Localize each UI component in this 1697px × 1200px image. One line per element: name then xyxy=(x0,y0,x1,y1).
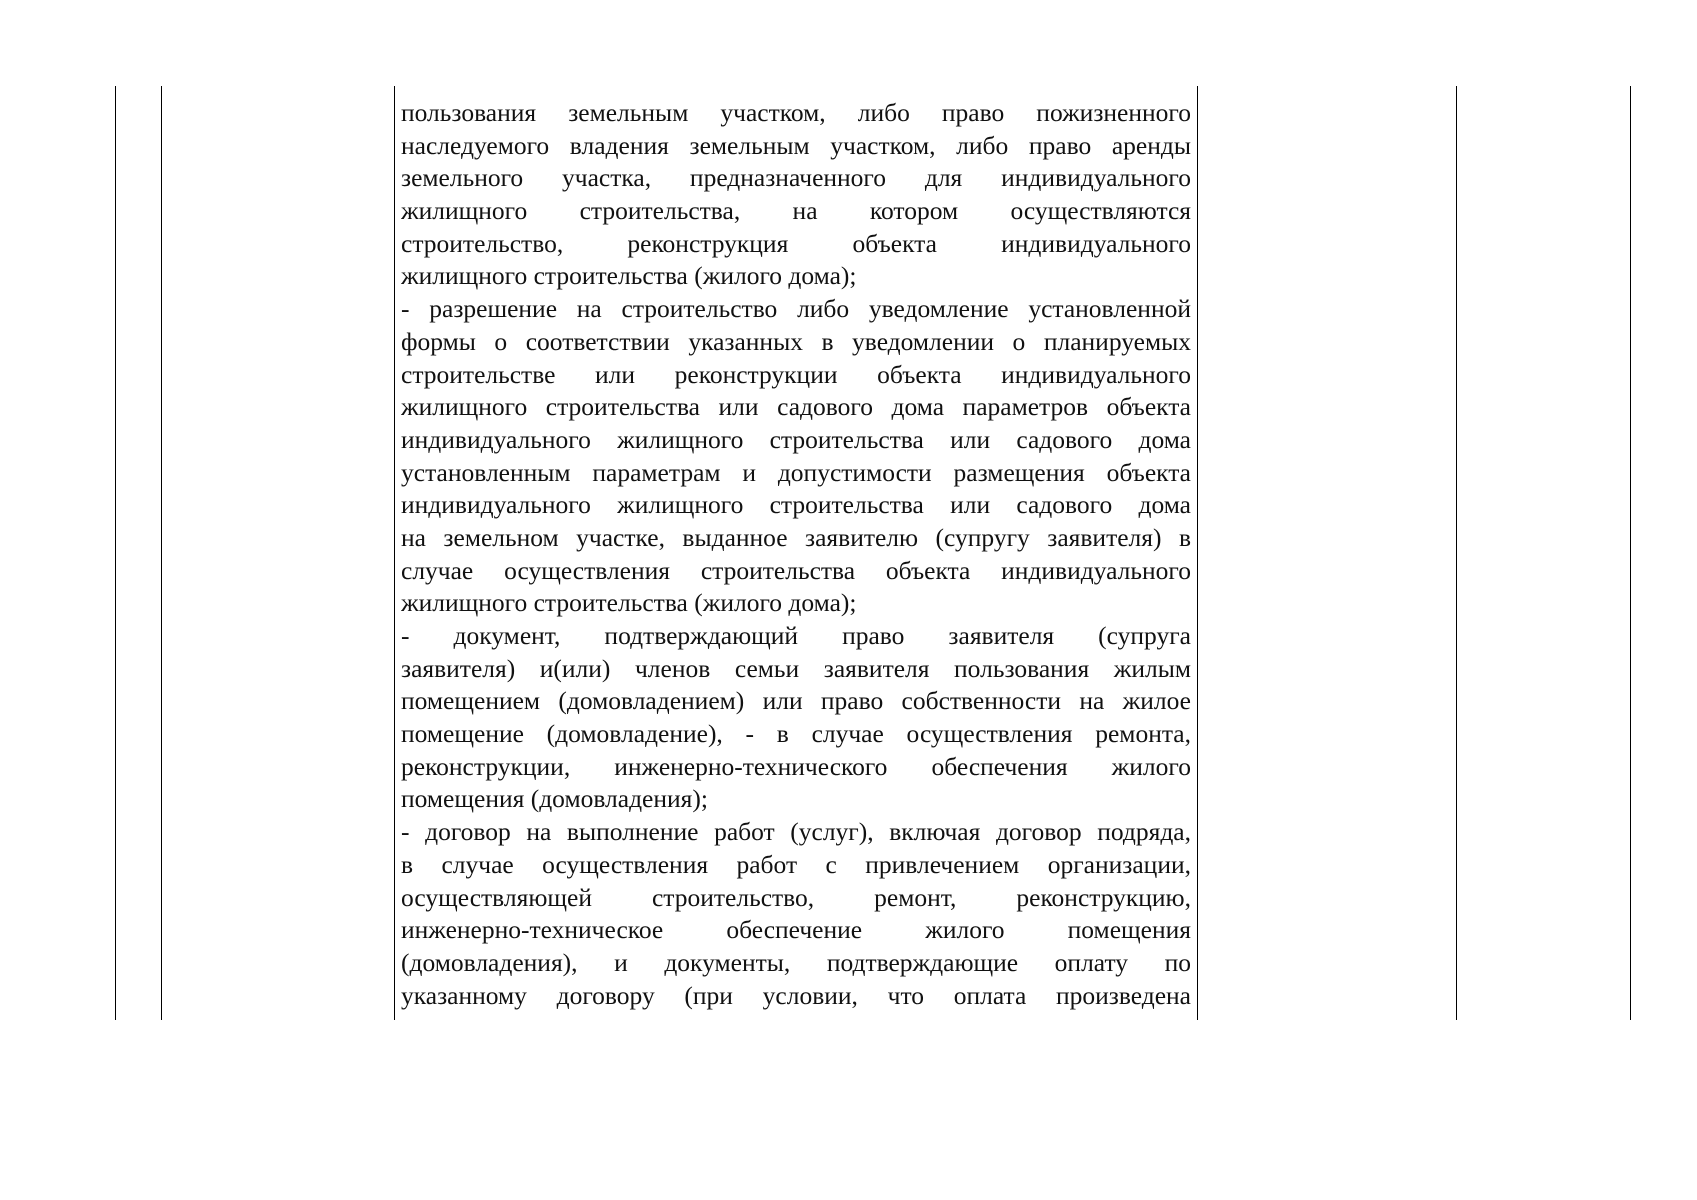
text-line: наследуемого владения земельным участком, либо право аренды xyxy=(401,130,1191,160)
text-line: индивидуального жилищного строительства или садового дома xyxy=(401,424,1191,454)
text-line: жилищного строительства (жилого дома); xyxy=(401,261,857,291)
text-line: помещением (домовладением) или право собственности на жилое xyxy=(401,686,1191,716)
table-column-divider-2 xyxy=(394,86,395,1020)
text-line: помещение (домовладение), - в случае осуществления ремонта, xyxy=(401,719,1191,749)
text-line: - договор на выполнение работ (услуг), включая договор подряда, xyxy=(401,817,1191,847)
text-line: на земельном участке, выданное заявителю (супругу заявителя) в xyxy=(401,522,1191,552)
text-line: инженерно-техническое обеспечение жилого помещения xyxy=(401,915,1191,945)
table-column-divider-1 xyxy=(161,86,162,1020)
text-line: (домовладения), и документы, подтверждающие оплату по xyxy=(401,947,1191,977)
text-line: - разрешение на строительство либо уведомление установленной xyxy=(401,294,1191,324)
text-line: строительство, реконструкция объекта индивидуального xyxy=(401,228,1191,258)
text-line: строительстве или реконструкции объекта индивидуального xyxy=(401,359,1191,389)
text-line: в случае осуществления работ с привлечением организации, xyxy=(401,849,1191,879)
text-line: пользования земельным участком, либо право пожизненного xyxy=(401,98,1191,127)
text-line: индивидуального жилищного строительства или садового дома xyxy=(401,490,1191,520)
text-line: указанному договору (при условии, что оплата произведена xyxy=(401,980,1191,1010)
table-column-divider-3 xyxy=(1197,86,1198,1020)
text-line: жилищного строительства или садового дома параметров объекта xyxy=(401,392,1191,422)
text-line: установленным параметрам и допустимости размещения объекта xyxy=(401,457,1191,487)
text-line: помещения (домовладения); xyxy=(401,784,708,814)
text-line: земельного участка, предназначенного для индивидуального xyxy=(401,163,1191,193)
text-line: - документ, подтверждающий право заявителя (супруга xyxy=(401,621,1191,650)
table-border-left-outer xyxy=(115,86,116,1020)
text-line: заявителя) и(или) членов семьи заявителя пользования жилым xyxy=(401,653,1191,683)
text-line: осуществляющей строительство, ремонт, реконструкцию, xyxy=(401,882,1191,912)
text-line: случае осуществления строительства объекта индивидуального xyxy=(401,555,1191,585)
table-border-right-outer xyxy=(1630,86,1631,1020)
table-cell-document-list xyxy=(401,97,1191,1020)
text-line: жилищного строительства (жилого дома); xyxy=(401,588,857,618)
text-line: формы о соответствии указанных в уведомлении о планируемых xyxy=(401,326,1191,356)
text-line: жилищного строительства, на котором осуществляются xyxy=(401,196,1191,226)
text-line: реконструкции, инженерно-технического обеспечения жилого xyxy=(401,751,1191,781)
table-column-divider-4 xyxy=(1456,86,1457,1020)
